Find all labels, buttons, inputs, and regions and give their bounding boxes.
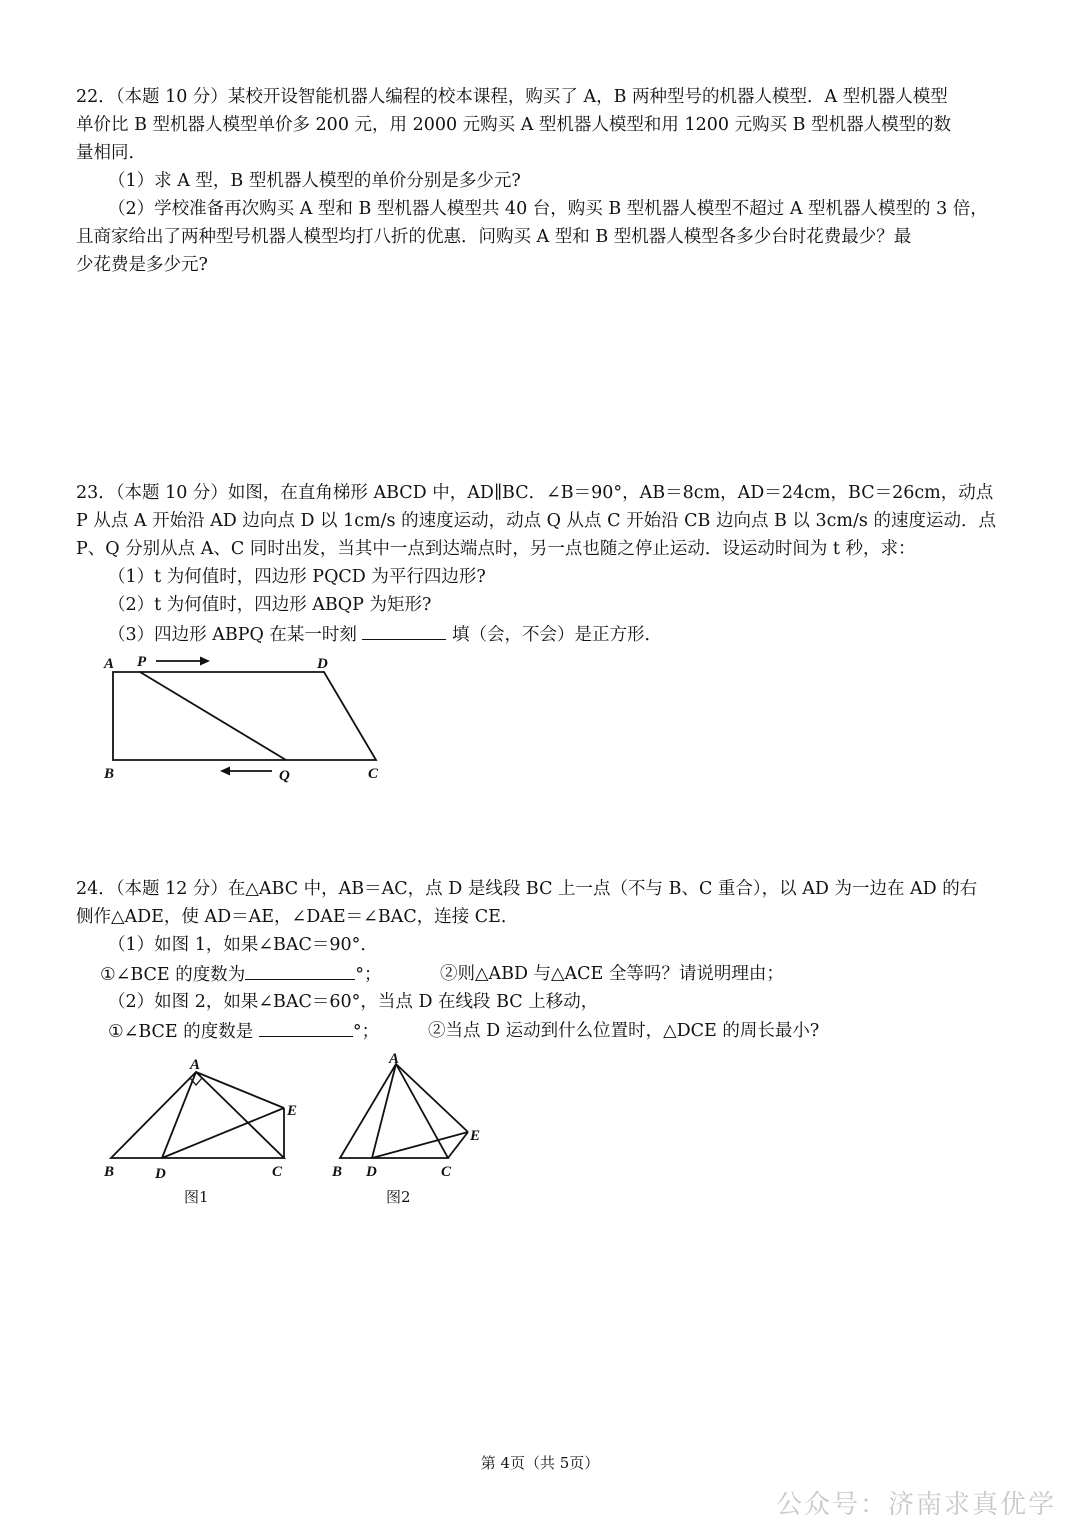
- fig2-caption: 图2: [386, 1188, 411, 1206]
- watermark: 公众号：济南求真优学: [775, 1490, 1056, 1520]
- q22-part-2-line-3: 少花费是多少元?: [76, 255, 208, 275]
- q24-part-1-a: [100, 961, 382, 988]
- q23-line-1: 23．（本题 10 分）如图，在直角梯形 ABCD 中，AD∥BC．∠B＝90°，AB＝8cm，AD＝24cm，BC＝26cm，动点: [76, 483, 994, 503]
- q24-part-2-a-prefix: ①∠BCE 的度数是: [108, 1022, 254, 1042]
- label-c: C: [368, 766, 379, 782]
- q24-blank-1[interactable]: [245, 961, 355, 980]
- q22-line-1: 22．（本题 10 分）某校开设智能机器人编程的校本课程，购买了 A，B 两种型号的机器人模型．A 型机器人模型: [76, 87, 948, 107]
- segment-ae: [396, 1064, 468, 1132]
- q24-line-2: 侧作△ADE，使 AD＝AE，∠DAE＝∠BAC，连接 CE．: [76, 907, 519, 927]
- fig1-label-a: A: [190, 1057, 201, 1073]
- q24-part-1: （1）如图 1，如果∠BAC＝90°．: [108, 935, 378, 955]
- label-d: D: [317, 656, 328, 672]
- page-footer: 第 4页（共 5页）: [480, 1454, 600, 1472]
- q23-part-3-suffix: 填（会，不会）是正方形．: [452, 625, 663, 645]
- fig1-label-e: E: [287, 1103, 298, 1119]
- arrow-p-head: [200, 657, 210, 666]
- q23-part-3: [108, 621, 662, 648]
- q23-trapezoid-figure: [96, 648, 396, 788]
- q24-part-2-b: ②当点 D 运动到什么位置时，△DCE 的周长最小?: [428, 1021, 820, 1041]
- q24-line-1: 24．（本题 12 分）在△ABC 中，AB＝AC，点 D 是线段 BC 上一点（不与 B、C 重合），以 AD 为一边在 AD 的右: [76, 879, 978, 899]
- q24-blank-2[interactable]: [259, 1018, 353, 1037]
- segment-de: [162, 1108, 284, 1158]
- fig2-label-b: B: [332, 1164, 343, 1180]
- q22-line-2: 单价比 B 型机器人模型单价多 200 元，用 2000 元购买 A 型机器人模型和用 1200 元购买 B 型机器人模型的数: [76, 115, 952, 135]
- label-a: A: [104, 656, 115, 672]
- q22-part-2-line-2: 且商家给出了两种型号机器人模型均打八折的优惠．问购买 A 型和 B 型机器人模型各多少台时花费最少？最: [76, 227, 912, 247]
- segment-de: [372, 1132, 468, 1158]
- q24-part-1-a-prefix: ①∠BCE 的度数为: [100, 965, 246, 985]
- triangle-abc: [111, 1072, 284, 1158]
- fig1-caption: 图1: [184, 1188, 209, 1206]
- label-p: P: [137, 654, 147, 670]
- q23-part-3-prefix: （3）四边形 ABPQ 在某一时刻: [108, 625, 357, 645]
- label-q: Q: [279, 768, 290, 784]
- q24-figure-2: [326, 1046, 506, 1212]
- q24-part-1-a-suffix: °；: [355, 965, 382, 985]
- fig2-label-c: C: [441, 1164, 452, 1180]
- q24-part-1-b: ②则△ABD 与△ACE 全等吗？请说明理由；: [440, 964, 784, 984]
- segment-pq: [140, 672, 286, 760]
- q24-part-2-a: [108, 1018, 379, 1045]
- q24-part-2-a-suffix: °；: [352, 1022, 380, 1042]
- segment-ad: [372, 1064, 396, 1158]
- arrow-q-head: [220, 767, 230, 776]
- q23-line-2: P 从点 A 开始沿 AD 边向点 D 以 1cm/s 的速度运动，动点 Q 从点 C 开始沿 CB 边向点 B 以 3cm/s 的速度运动．点: [76, 511, 996, 531]
- q23-line-3: P、Q 分别从点 A、C 同时出发，当其中一点到达端点时，另一点也随之停止运动．设运动时间为 t 秒，求：: [76, 539, 916, 559]
- fig1-label-c: C: [272, 1164, 283, 1180]
- fig1-label-b: B: [104, 1164, 115, 1180]
- q22-part-2-line-1: （2）学校准备再次购买 A 型和 B 型机器人模型共 40 台，购买 B 型机器人模型不超过 A 型机器人模型的 3 倍，: [108, 199, 988, 219]
- fig2-label-a: A: [389, 1051, 400, 1067]
- q22-line-3: 量相同．: [76, 143, 146, 163]
- triangle-abc: [340, 1064, 448, 1158]
- label-b: B: [104, 766, 115, 782]
- segment-ae: [196, 1072, 284, 1108]
- fig2-label-e: E: [470, 1128, 481, 1144]
- trapezoid-outline: [113, 672, 376, 760]
- q23-part-2: （2）t 为何值时，四边形 ABQP 为矩形?: [108, 595, 432, 615]
- fig1-label-d: D: [155, 1166, 166, 1182]
- q24-figure-1: [96, 1052, 316, 1212]
- q23-part-1: （1）t 为何值时，四边形 PQCD 为平行四边形?: [108, 567, 486, 587]
- q23-answer-blank[interactable]: [362, 621, 446, 640]
- q24-part-2: （2）如图 2，如果∠BAC＝60°，当点 D 在线段 BC 上移动，: [108, 992, 599, 1012]
- segment-ad: [162, 1072, 196, 1158]
- fig2-label-d: D: [366, 1164, 377, 1180]
- q22-part-1: （1）求 A 型，B 型机器人模型的单价分别是多少元?: [108, 171, 521, 191]
